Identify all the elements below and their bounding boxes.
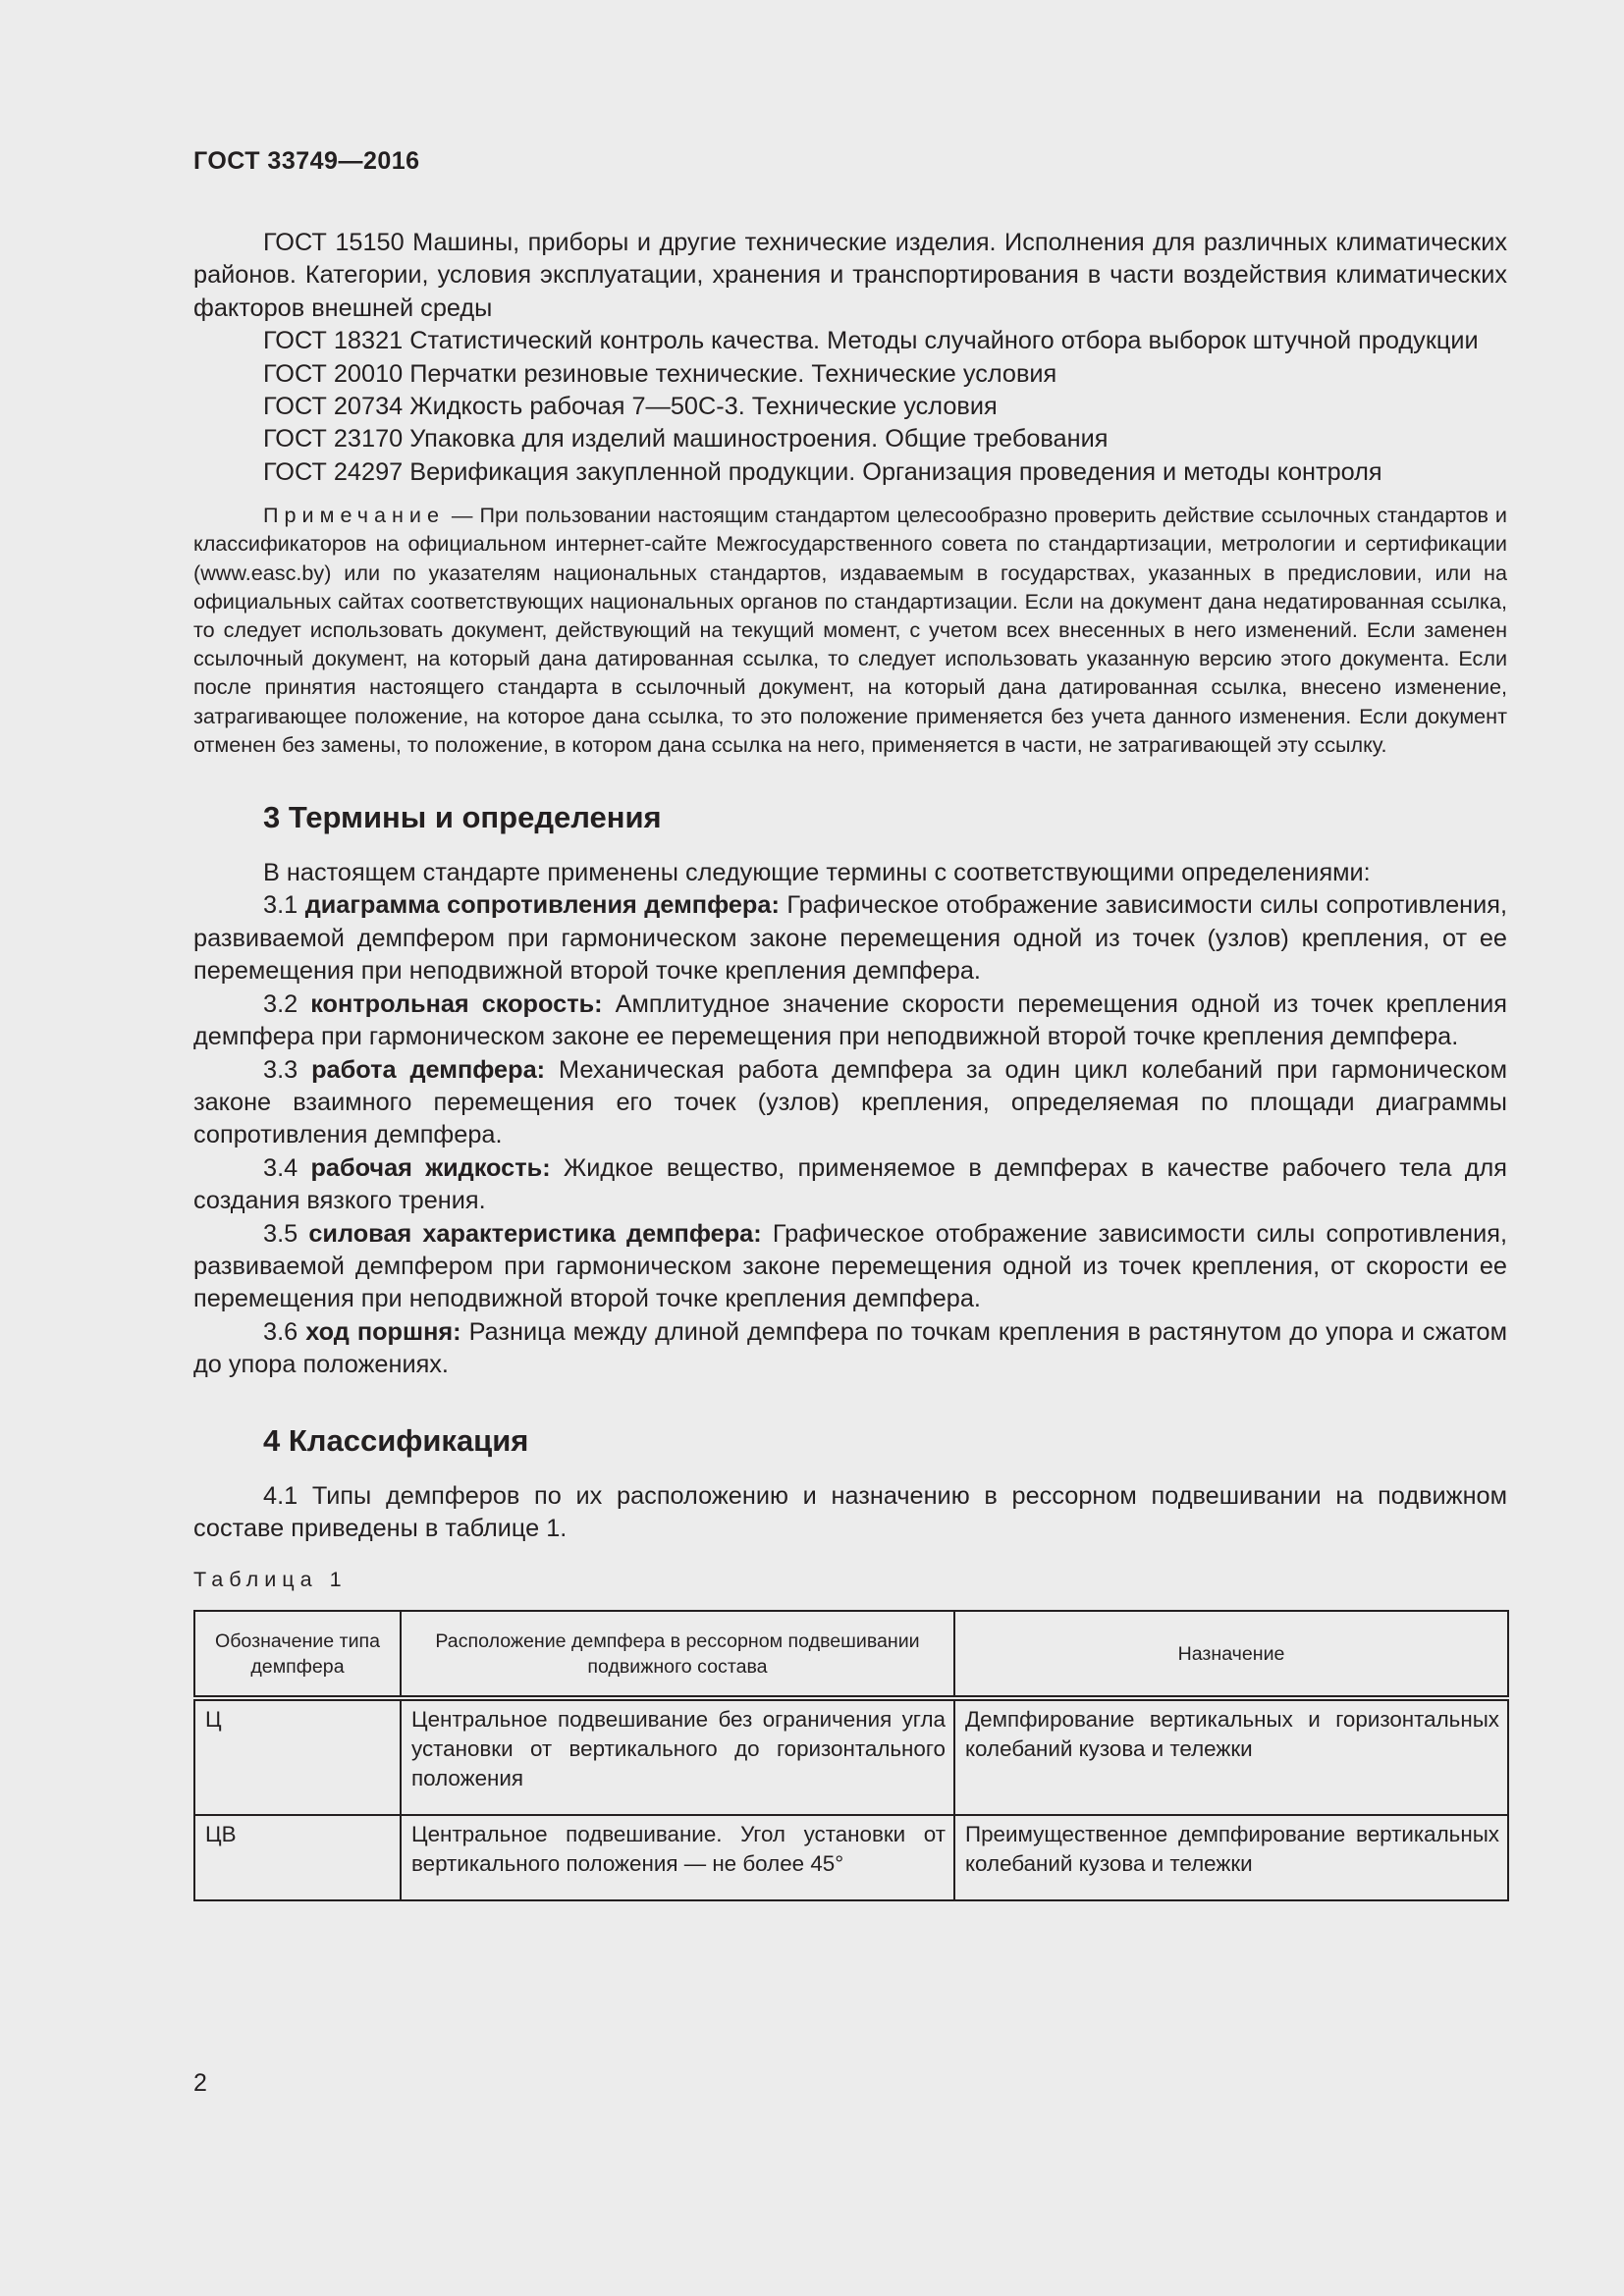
note-label: Примечание bbox=[263, 503, 445, 528]
document-header: ГОСТ 33749—2016 bbox=[193, 147, 420, 175]
table-header-cell: Обозначение типа демпфера bbox=[194, 1611, 401, 1698]
term-name: работа демпфера: bbox=[311, 1055, 546, 1084]
term-number: 3.3 bbox=[263, 1055, 312, 1084]
term-definition bbox=[193, 1316, 1507, 1382]
term-definition bbox=[193, 1152, 1507, 1218]
table-row bbox=[194, 1815, 1508, 1900]
reference-item: ГОСТ 20010 Перчатки резиновые технические. Технические условия bbox=[263, 359, 1057, 388]
term-name: рабочая жидкость: bbox=[310, 1153, 551, 1182]
table-caption: Таблица 1 bbox=[193, 1567, 348, 1592]
section-3-heading: 3 Термины и определения bbox=[263, 800, 662, 835]
term-text: Амплитудное значение скорости перемещения одной из точек крепления демпфера при гармоническом законе ее перемещения при неподвижной второй точке крепления демпфера. bbox=[193, 989, 1507, 1051]
term-number: 3.1 bbox=[263, 891, 305, 920]
table-header-cell: Расположение демпфера в рессорном подвешивании подвижного состава bbox=[401, 1611, 954, 1698]
table-cell: ЦВ bbox=[194, 1815, 401, 1900]
section-4-paragraph: 4.1 Типы демпферов по их расположению и назначению в рессорном подвешивании на подвижном составе приведены в таблице 1. bbox=[193, 1481, 1507, 1542]
table-cell: Ц bbox=[194, 1698, 401, 1815]
term-name: ход поршня: bbox=[305, 1317, 461, 1346]
reference-item: ГОСТ 18321 Статистический контроль качества. Методы случайного отбора выборок штучной продукции bbox=[263, 327, 1479, 355]
document-page bbox=[193, 147, 1507, 1901]
term-name: силовая характеристика демпфера: bbox=[308, 1219, 762, 1248]
section-4-heading: 4 Классификация bbox=[263, 1422, 529, 1458]
section-3-intro: В настоящем стандарте применены следующие термины с соответствующими определениями: bbox=[263, 859, 1371, 887]
term-text: Жидкое вещество, применяемое в демпферах в качестве рабочего тела для создания вязкого трения. bbox=[193, 1153, 1507, 1215]
table-cell: Центральное подвешивание. Угол установки от вертикального положения — не более 45° bbox=[401, 1815, 954, 1900]
term-name: контрольная скорость: bbox=[310, 989, 603, 1018]
term-text: Разница между длиной демпфера по точкам крепления в растянутом до упора и сжатом до упора положениях. bbox=[193, 1317, 1507, 1379]
term-text: Графическое отображение зависимости силы сопротивления, развиваемой демпфером при гармоническом законе перемещения одной из точек (узлов) крепления, от ее перемещения при неподвижной второй точке крепления демпфера. bbox=[193, 891, 1508, 986]
reference-item: ГОСТ 24297 Верификация закупленной продукции. Организация проведения и методы контроля bbox=[263, 457, 1382, 486]
table-cell: Преимущественное демпфирование вертикальных колебаний кузова и тележки bbox=[954, 1815, 1508, 1900]
term-name: диаграмма сопротивления демпфера: bbox=[304, 891, 780, 920]
note-text: — При пользовании настоящим стандартом целесообразно проверить действие ссылочных стандартов и классификаторов на официальном интернет-сайте Межгосударственного совета по стандартизации, метрологии и сертификации (www.easc.by) или по указателям национальных стандартов, издаваемым в государствах, указанных в предисловии, или на официальных сайтах соответствующих национальных органов по стандартизации. Если на документ дана недатированная ссылка, то следует использовать документ, действующий на текущий момент, с учетом всех внесенных в него изменений. Если заменен ссылочный документ, на который дана датированная ссылка, то следует использовать указанную версию этого документа. Если после принятия настоящего стандарта в ссылочный документ, на который дана датированная ссылка, внесено изменение, затрагивающее положение, на которое дана ссылка, то это положение применяется без учета данного изменения. Если документ отменен без замены, то положение, в котором дана ссылка на него, применяется в части, не затрагивающей эту ссылку. bbox=[193, 503, 1507, 757]
term-number: 3.5 bbox=[263, 1219, 309, 1248]
reference-item: ГОСТ 23170 Упаковка для изделий машиностроения. Общие требования bbox=[263, 425, 1109, 454]
term-definition bbox=[193, 1218, 1507, 1316]
term-definition bbox=[193, 889, 1507, 988]
term-number: 3.6 bbox=[263, 1317, 306, 1346]
section-4-body bbox=[193, 1480, 1507, 1546]
reference-item: ГОСТ 20734 Жидкость рабочая 7—50С-3. Технические условия bbox=[263, 393, 998, 421]
table-header-cell: Назначение bbox=[954, 1611, 1508, 1698]
table-cell: Центральное подвешивание без ограничения угла установки от вертикального до горизонтального положения bbox=[401, 1698, 954, 1815]
section-3-body bbox=[193, 857, 1507, 1382]
term-text: Графическое отображение зависимости силы сопротивления, развиваемой демпфером при гармоническом законе перемещения одной из точек крепления, от скорости ее перемещения при неподвижной второй точке крепления демпфера. bbox=[193, 1219, 1507, 1313]
references-list bbox=[193, 227, 1507, 489]
term-number: 3.4 bbox=[263, 1153, 311, 1182]
term-definition bbox=[193, 1054, 1507, 1152]
term-definition bbox=[193, 988, 1507, 1054]
note-paragraph bbox=[193, 501, 1507, 759]
table-header-row bbox=[194, 1611, 1508, 1698]
table-cell: Демпфирование вертикальных и горизонтальных колебаний кузова и тележки bbox=[954, 1698, 1508, 1815]
damper-types-table bbox=[193, 1610, 1509, 1901]
term-number: 3.2 bbox=[263, 989, 311, 1018]
page-number: 2 bbox=[193, 2069, 207, 2097]
table-row bbox=[194, 1698, 1508, 1815]
term-text: Механическая работа демпфера за один цикл колебаний при гармоническом законе взаимного перемещения его точек (узлов) крепления, определяемая по площади диаграммы сопротивления демпфера. bbox=[193, 1055, 1507, 1149]
reference-item: ГОСТ 15150 Машины, приборы и другие технические изделия. Исполнения для различных климатических районов. Категории, условия эксплуатации, хранения и транспортирования в части воздействия климатических факторов внешней среды bbox=[193, 229, 1507, 322]
